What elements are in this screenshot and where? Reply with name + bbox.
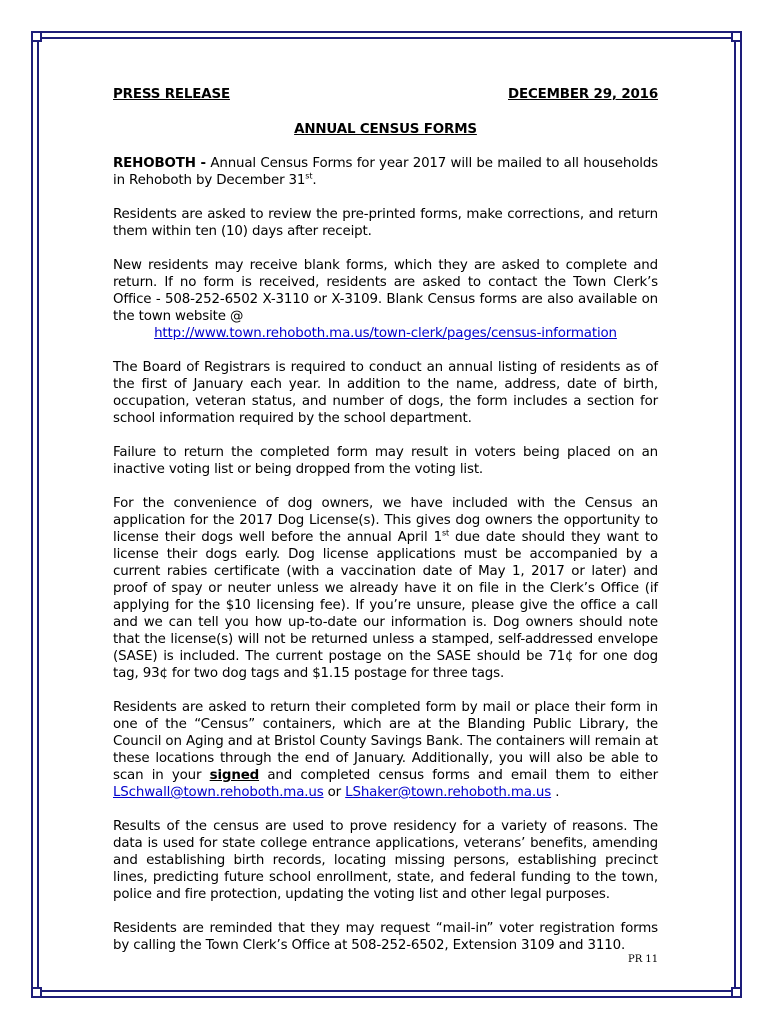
paragraph-failure: Failure to return the completed form may result in voters being placed on an inactive voting list or being dropped from the voting list. bbox=[113, 445, 658, 477]
paragraph-board-registrars: The Board of Registrars is required to conduct an annual listing of residents as of the first of January each year. In addition to the name, address, date of birth, occupation, veteran status, and number of dogs, the form includes a section for school information required by the school department. bbox=[113, 360, 658, 426]
intro-text: Annual Census Forms for year 2017 will be mailed to all households in Rehoboth by December 31 bbox=[113, 156, 659, 188]
corner-ornament bbox=[31, 31, 42, 42]
paragraph-intro bbox=[113, 155, 658, 189]
census-url-row bbox=[113, 325, 658, 342]
new-residents-text: New residents may receive blank forms, which they are asked to complete and return. If no form is received, residents are asked to contact the Town Clerk’s Office - 508-252-6502 X-3110 or X-3109. Blank Census forms are also available on the town website @ bbox=[113, 258, 658, 324]
paragraph-census-uses: Results of the census are used to prove residency for a variety of reasons. The data is used for state college entrance applications, veterans’ benefits, amending and establishing birth records, locating missing persons, establishing precinct lines, predicting future school enrollment, state, and federal funding to the town, police and fire protection, updating the voting list and other legal purposes. bbox=[113, 819, 658, 902]
return-form-text: Residents are asked to return their completed form by mail or place their form in one of the “Census” containers, which are at the Blanding Public Library, the Council on Aging and at Bristol County Savings Bank. The containers will remain at these locations through the end of January. Additionally, you will also be able to scan in your bbox=[113, 700, 658, 783]
or-text: or bbox=[327, 785, 342, 800]
release-date: DECEMBER 29, 2016 bbox=[508, 87, 658, 102]
ordinal-suffix: st bbox=[441, 528, 449, 538]
header-row bbox=[113, 86, 658, 103]
paragraph-new-residents bbox=[113, 257, 658, 325]
document-title: ANNUAL CENSUS FORMS bbox=[294, 122, 477, 137]
census-website-link[interactable]: http://www.town.rehoboth.ma.us/town-clerk/pages/census-information bbox=[154, 326, 617, 341]
location-lead: REHOBOTH - bbox=[113, 156, 206, 171]
dog-license-text-a: For the convenience of dog owners, we have included with the Census an application for the 2017 Dog License(s). This gives dog owners the opportunity to license their dogs well before the annual April 1 bbox=[113, 496, 658, 545]
paragraph-review: Residents are asked to review the pre-printed forms, make corrections, and return them within ten (10) days after receipt. bbox=[113, 207, 658, 239]
page-number: PR 11 bbox=[628, 954, 659, 965]
ordinal-suffix: st bbox=[305, 171, 313, 181]
paragraph-return-form bbox=[113, 699, 658, 801]
press-release-body bbox=[113, 86, 658, 954]
paragraph-dog-license bbox=[113, 495, 658, 682]
corner-ornament bbox=[31, 987, 42, 998]
corner-ornament bbox=[731, 31, 742, 42]
press-release-label: PRESS RELEASE bbox=[113, 87, 230, 102]
signed-emphasis: signed bbox=[209, 768, 260, 783]
email-link-lschwall[interactable]: LSchwall@town.rehoboth.ma.us bbox=[113, 785, 324, 800]
return-form-end: . bbox=[551, 785, 560, 800]
intro-end: . bbox=[312, 173, 317, 188]
dog-license-text-b: due date should they want to license their dogs early. Dog license applications must be accompanied by a current rabies certificate (with a vaccination date of May 1, 2017 or later) and proof of spay or neuter unless we already have it on file in the Clerk’s Office (if applying for the $10 licensing fee). If you’re unsure, please give the office a call and we can tell you how up-to-date our information is. Dog owners should note that the license(s) will not be returned unless a stamped, self-addressed envelope (SASE) is included. The current postage on the SASE should be 71¢ for one dog tag, 93¢ for two dog tags and $1.15 postage for three tags. bbox=[113, 530, 658, 681]
corner-ornament bbox=[731, 987, 742, 998]
paragraph-mail-in: Residents are reminded that they may request “mail-in” voter registration forms by calling the Town Clerk’s Office at 508-252-6502, Extension 3109 and 3110. bbox=[113, 921, 658, 953]
email-link-lshaker[interactable]: LShaker@town.rehoboth.ma.us bbox=[345, 785, 552, 800]
return-form-middle: and completed census forms and email them to either bbox=[267, 768, 658, 783]
